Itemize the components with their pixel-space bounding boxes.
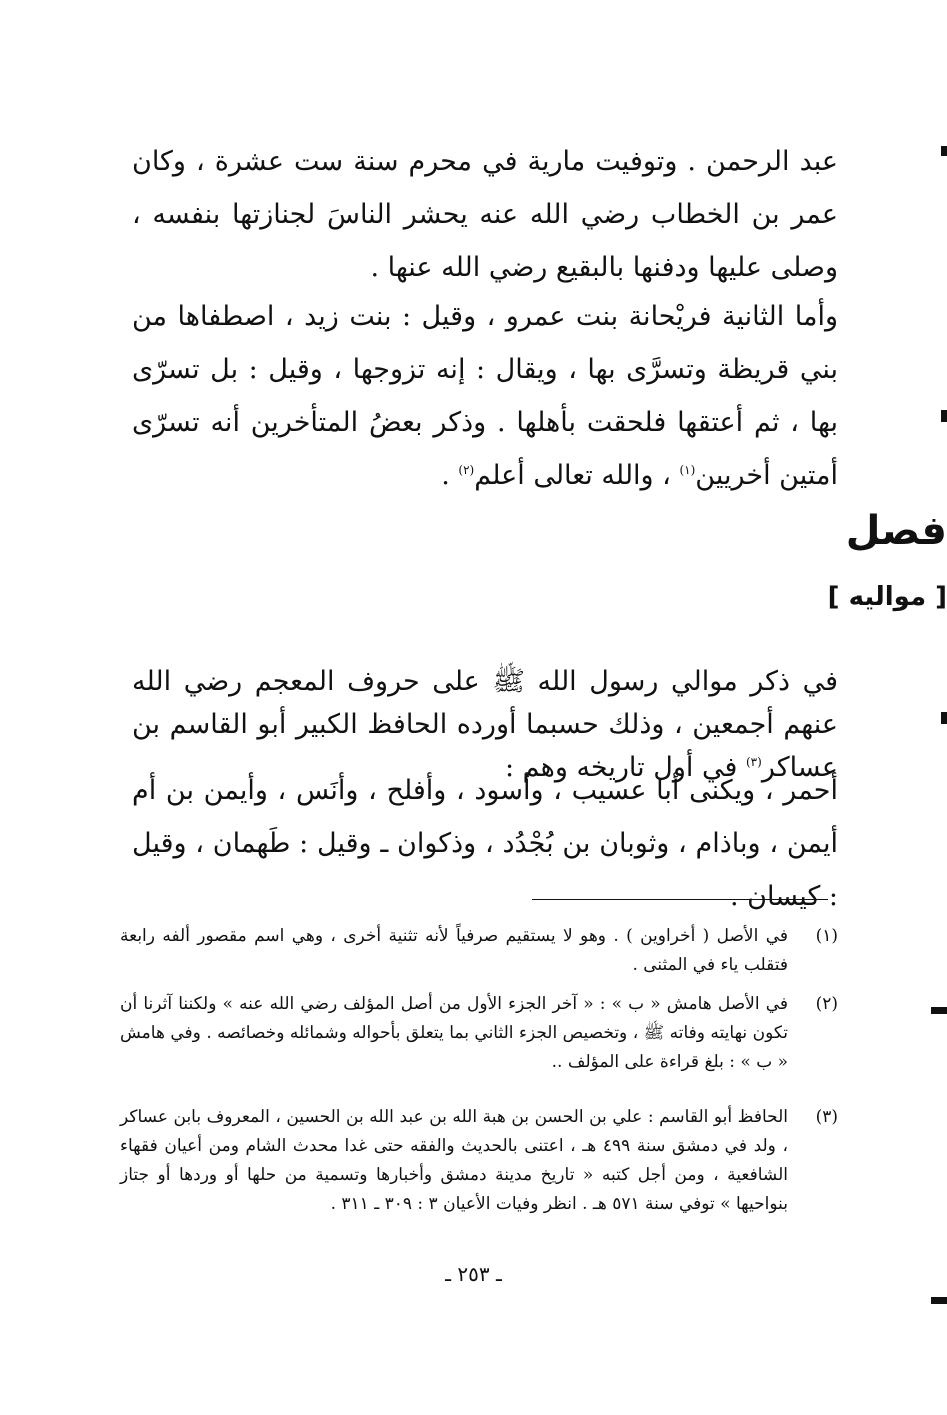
paragraph-intro-mawali: في ذكر موالي رسول الله ﷺ على حروف المعجم رضي الله عنهم أجمعين ، وذلك حسبما أورده الحافظ الكبير أبو القاسم بن عساكر$^{(٣)}$ في أول تاريخه وهم :	[132, 666, 838, 783]
footnote-number: (٣)	[815, 1107, 838, 1127]
section-heading: فصل	[845, 508, 947, 554]
scan-edge-mark	[931, 1297, 947, 1304]
footnote-1	[120, 922, 838, 980]
footnote-number: (٢)	[815, 994, 838, 1014]
footnote-text: الحافظ أبو القاسم : علي بن الحسن بن هبة الله بن عبد الله بن الحسين ، المعروف بابن عساكر ، ولد في دمشق سنة ٤٩٩ هـ ، اعتنى بالحديث والفقه حتى غدا محدث الشام ومن أعيان فقهاء الشافعية ، ومن أجل كتبه « تاريخ مدينة دمشق وأخبارها وتسمية من حلها أو وردها أو جتاز بنواحيها » توفي سنة ٥٧١ هـ . انظر وفيات الأعيان ٣ : ٣٠٩ ـ ٣١١ .	[120, 1107, 788, 1214]
footnote-3	[120, 1103, 838, 1219]
footnote-separator	[532, 899, 828, 900]
footnote-ref-3: (٣)	[745, 755, 762, 769]
footnote-text: في الأصل ( أخراوين ) . وهو لا يستقيم صرفياً لأنه تثنية أخرى ، وهي اسم مقصور ألفه رابعة فتقلب ياء في المثنى .	[120, 926, 788, 975]
scan-edge-mark	[931, 1007, 947, 1014]
scan-edge-mark	[941, 410, 947, 422]
footnote-text: في الأصل هامش « ب » : « آخر الجزء الأول من أصل المؤلف رضي الله عنه » ولكننا آثرنا أن تكون نهايته وفاته ﷺ ، وتخصيص الجزء الثاني بما يتعلق بأحواله وشمائله وخصائصه . وفي هامش « ب » : بلغ قراءة على المؤلف ..	[120, 994, 788, 1072]
footnote-2	[120, 990, 838, 1077]
footnote-ref-1: (١)	[679, 463, 696, 477]
paragraph-maria: عبد الرحمن . وتوفيت مارية في محرم سنة ست عشرة ، وكان عمر بن الخطاب رضي الله عنه يحشر الناسَ لجنازتها بنفسه ، وصلى عليها ودفنها بالبقيع رضي الله عنها .	[132, 146, 838, 283]
section-subheading: [ مواليه ]	[827, 582, 947, 612]
scan-edge-mark	[941, 146, 947, 156]
footnote-number: (١)	[815, 926, 838, 946]
paragraph-mawali-list: أحمر ، ويكنى أبا عسيب ، وأسود ، وأفلح ، وأنَس ، وأيمن بن أم أيمن ، وباذام ، وثوبان بن بُجْدُد ، وذكوان ـ وقيل : طَهمان ، وقيل : كيسان .	[132, 775, 838, 912]
page-number: ـ ٢٥٣ ـ	[445, 1262, 502, 1286]
footnote-ref-2: (٢)	[458, 463, 475, 477]
paragraph-rayhana: وأما الثانية فريْحانة بنت عمرو ، وقيل : بنت زيد ، اصطفاها من بني قريظة وتسرَّى بها ، ويقال : إنه تزوجها ، وقيل : بل تسرّى بها ، ثم أعتقها فلحقت بأهلها . وذكر بعضُ المتأخرين أنه تسرّى أمتين أخريين$^{(١)}$ ، والله تعالى أعلم$^{(٢)}$ .	[132, 301, 838, 491]
scan-edge-mark	[941, 712, 947, 724]
